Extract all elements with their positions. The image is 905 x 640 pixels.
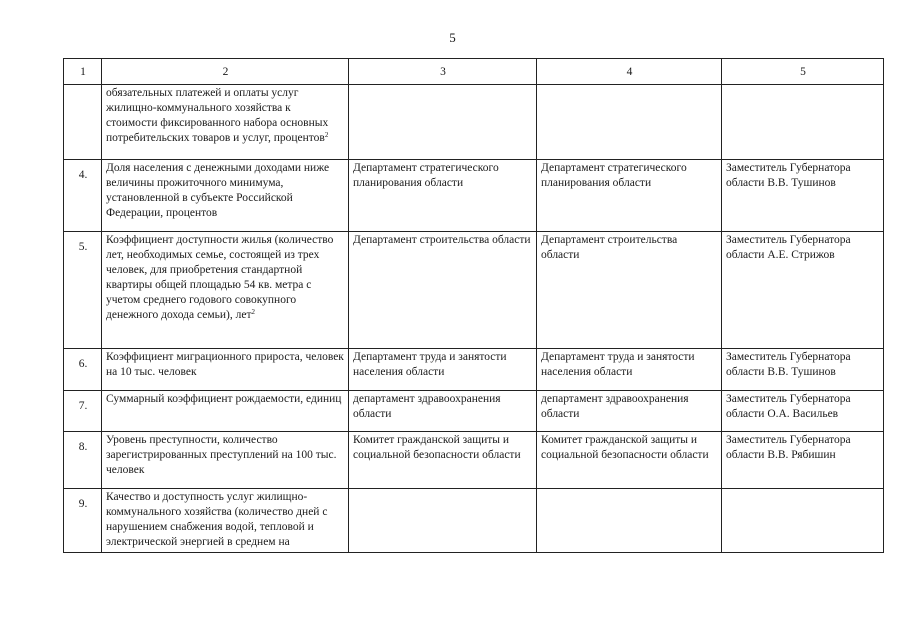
row-number: 9. (64, 489, 102, 553)
dept-a-cell: Комитет гражданской защиты и социальной безопасности области (349, 432, 537, 489)
header-col-2: 2 (102, 59, 349, 85)
responsible-cell: Заместитель Губернатора области В.В. Тушинов (722, 160, 884, 232)
page-number: 5 (449, 30, 456, 45)
indicator-cell (102, 232, 349, 349)
responsible-cell (722, 489, 884, 553)
table-row (64, 160, 884, 232)
header-col-1: 1 (64, 59, 102, 85)
dept-b-cell: Департамент стратегического планирования области (537, 160, 722, 232)
dept-a-cell (349, 489, 537, 553)
header-col-5: 5 (722, 59, 884, 85)
indicator-cell (102, 391, 349, 432)
indicator-cell (102, 160, 349, 232)
table-header-row (64, 59, 884, 85)
table-row (64, 349, 884, 391)
num-cell (64, 85, 102, 160)
responsible-cell: Заместитель Губернатора области В.В. Рябишин (722, 432, 884, 489)
header-col-3: 3 (349, 59, 537, 85)
dept-a-cell: Департамент строительства области (349, 232, 537, 349)
indicator-cell (102, 432, 349, 489)
dept-b-cell: Комитет гражданской защиты и социальной безопасности области (537, 432, 722, 489)
footnote-mark: 2 (324, 131, 329, 139)
indicator-cell (102, 349, 349, 391)
dept-b-cell: департамент здравоохранения области (537, 391, 722, 432)
responsible-cell: Заместитель Губернатора области О.А. Васильев (722, 391, 884, 432)
indicator-text: Доля населения с денежными доходами ниже величины прожиточного минимума, установленной в субъекте Российской Федерации, процентов (106, 162, 330, 219)
dept-b-cell (537, 85, 722, 160)
dept-a-cell: Департамент труда и занятости населения области (349, 349, 537, 391)
row-number: 5. (64, 232, 102, 349)
dept-a-cell: Департамент стратегического планирования области (349, 160, 537, 232)
responsible-cell: Заместитель Губернатора области В.В. Тушинов (722, 349, 884, 391)
indicator-text: Коэффициент доступности жилья (количество лет, необходимых семье, состоящей из трех человек, для приобретения стандартной квартиры общей площадью 54 кв. метра с учетом среднего годового совокупного денежного дохода семьи), лет (106, 234, 334, 321)
table-row-continuation (64, 85, 884, 160)
row-number: 7. (64, 391, 102, 432)
row-number: 4. (64, 160, 102, 232)
indicator-text: Коэффициент миграционного прироста, человек на 10 тыс. человек (106, 351, 344, 378)
indicator-text: обязательных платежей и оплаты услуг жилищно-коммунального хозяйства к стоимости фиксированного набора основных потребительских товаров и услуг, процентов (106, 87, 329, 144)
table-row (64, 489, 884, 553)
indicator-text: Уровень преступности, количество зарегистрированных преступлений на 100 тыс. человек (106, 434, 337, 476)
responsible-cell: Заместитель Губернатора области А.Е. Стрижов (722, 232, 884, 349)
dept-b-cell: Департамент труда и занятости населения области (537, 349, 722, 391)
indicator-cell (102, 489, 349, 553)
table-row (64, 391, 884, 432)
responsible-cell (722, 85, 884, 160)
footnote-mark: 2 (251, 308, 255, 316)
indicators-table (63, 58, 884, 553)
indicator-cell (102, 85, 349, 160)
dept-b-cell: Департамент строительства области (537, 232, 722, 349)
row-number: 8. (64, 432, 102, 489)
dept-b-cell (537, 489, 722, 553)
row-number: 6. (64, 349, 102, 391)
indicator-text: Качество и доступность услуг жилищно-коммунального хозяйства (количество дней с нарушением снабжения водой, тепловой и электрической энергией в среднем на (106, 491, 328, 548)
table-row (64, 432, 884, 489)
header-col-4: 4 (537, 59, 722, 85)
dept-a-cell: департамент здравоохранения области (349, 391, 537, 432)
indicator-text: Суммарный коэффициент рождаемости, единиц (106, 393, 342, 405)
table-row (64, 232, 884, 349)
dept-a-cell (349, 85, 537, 160)
